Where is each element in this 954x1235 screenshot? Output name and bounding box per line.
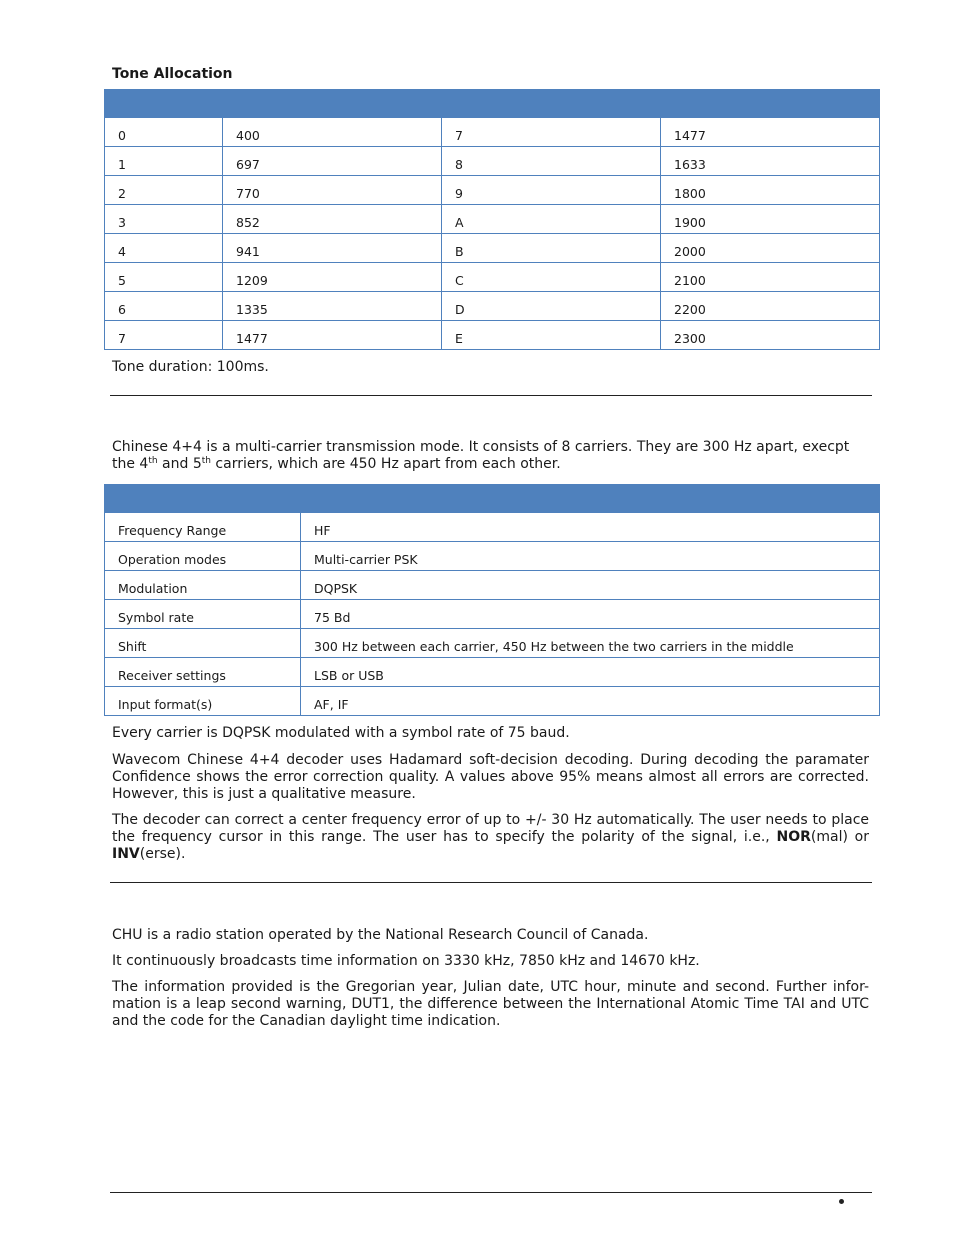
parameter-name-cell: Operation modes [105,542,301,571]
table-header-row [105,485,880,513]
table-cell: 9 [442,176,661,205]
table-row [105,176,880,205]
table-row [105,234,880,263]
table-cell: 2000 [661,234,880,263]
table-row [105,629,880,658]
parameter-value-cell: Multi-carrier PSK [301,542,880,571]
nor-keyword: NOR [776,829,811,845]
para3-text-mid: (mal) or [810,829,869,845]
table-cell: 1477 [223,321,442,350]
intro-rest: carriers, which are 450 Hz apart from each other. [210,456,561,472]
table-cell: 1800 [661,176,880,205]
footer-bullet-icon [839,1199,844,1204]
chinese-parameters-table [104,484,880,716]
superscript-th: th [148,456,158,466]
table-cell: 0 [105,118,223,147]
table-cell: 1900 [661,205,880,234]
table-header-row [105,90,880,118]
table-cell: 2200 [661,292,880,321]
parameter-name-cell: Symbol rate [105,600,301,629]
table-cell: 697 [223,147,442,176]
table-cell: 770 [223,176,442,205]
table-row [105,321,880,350]
table-cell: 1633 [661,147,880,176]
section-divider [110,882,872,883]
parameter-value-cell: DQPSK [301,571,880,600]
table-cell: B [442,234,661,263]
chinese-paragraph-1: Every carrier is DQPSK modulated with a symbol rate of 75 baud. [112,725,570,741]
table-cell: 7 [442,118,661,147]
table-cell: 8 [442,147,661,176]
table-cell: 7 [105,321,223,350]
parameter-name-cell: Modulation [105,571,301,600]
parameter-value-cell: 300 Hz between each carrier, 450 Hz between the two carriers in the middle [301,629,880,658]
table-row [105,687,880,716]
table-cell: 1 [105,147,223,176]
table-row [105,571,880,600]
table-cell: 941 [223,234,442,263]
table-row [105,292,880,321]
parameter-name-cell: Input format(s) [105,687,301,716]
table-row [105,263,880,292]
para3-text-end: (erse). [139,846,186,862]
chinese-paragraph-2: Wavecom Chinese 4+4 decoder uses Hadamard soft-decision decoding. During decoding the paramater Confidence shows the error correction quality. A values above 95% means almost all errors are corrected. However, this is just a qualitative measure. [112,752,869,802]
table-cell: D [442,292,661,321]
intro-the-4: the 4 [112,456,149,472]
parameter-value-cell: HF [301,513,880,542]
chu-paragraph-1: CHU is a radio station operated by the National Research Council of Canada. [112,927,649,943]
table-cell: C [442,263,661,292]
section-divider [110,395,872,396]
parameter-value-cell: LSB or USB [301,658,880,687]
intro-and-5: and 5 [157,456,202,472]
table-row [105,658,880,687]
table-row [105,600,880,629]
superscript-th: th [201,456,211,466]
table-cell: E [442,321,661,350]
table-cell: 3 [105,205,223,234]
table-cell: 400 [223,118,442,147]
footer-rule [110,1192,872,1193]
table-cell: 5 [105,263,223,292]
table-cell: 6 [105,292,223,321]
tone-allocation-table [104,89,880,350]
chinese-intro-paragraph [112,439,869,473]
table-cell: A [442,205,661,234]
table-cell: 2100 [661,263,880,292]
table-row [105,513,880,542]
table-row [105,118,880,147]
table-cell: 4 [105,234,223,263]
table-row [105,205,880,234]
chinese-paragraph-3 [112,812,869,863]
table-row [105,542,880,571]
parameter-value-cell: AF, IF [301,687,880,716]
section-title-tone-allocation: Tone Allocation [112,66,233,82]
table-cell: 852 [223,205,442,234]
chu-paragraph-2: It continuously broadcasts time information on 3330 kHz, 7850 kHz and 14670 kHz. [112,953,700,969]
parameter-name-cell: Frequency Range [105,513,301,542]
parameter-name-cell: Shift [105,629,301,658]
inv-keyword: INV [112,846,140,862]
table-cell: 2 [105,176,223,205]
table-cell: 1477 [661,118,880,147]
parameter-value-cell: 75 Bd [301,600,880,629]
table-cell: 2300 [661,321,880,350]
table-cell: 1209 [223,263,442,292]
para3-text: The decoder can correct a center frequency error of up to +/- 30 Hz automatically. The user needs to place the frequency cursor in this range. The user has to specify the polarity of the signal, i.e., [112,812,869,845]
table-row [105,147,880,176]
chu-paragraph-3: The information provided is the Gregorian year, Julian date, UTC hour, minute and second. Further infor-mation is a leap second warning, DUT1, the difference between the International Atomic Time TAI and UTC and the code for the Canadian daylight time indication. [112,979,869,1029]
parameter-name-cell: Receiver settings [105,658,301,687]
intro-line-1: Chinese 4+4 is a multi-carrier transmission mode. It consists of 8 carriers. They are 300 Hz apart, execpt [112,439,850,455]
tone-duration-text: Tone duration: 100ms. [112,359,269,375]
table-cell: 1335 [223,292,442,321]
